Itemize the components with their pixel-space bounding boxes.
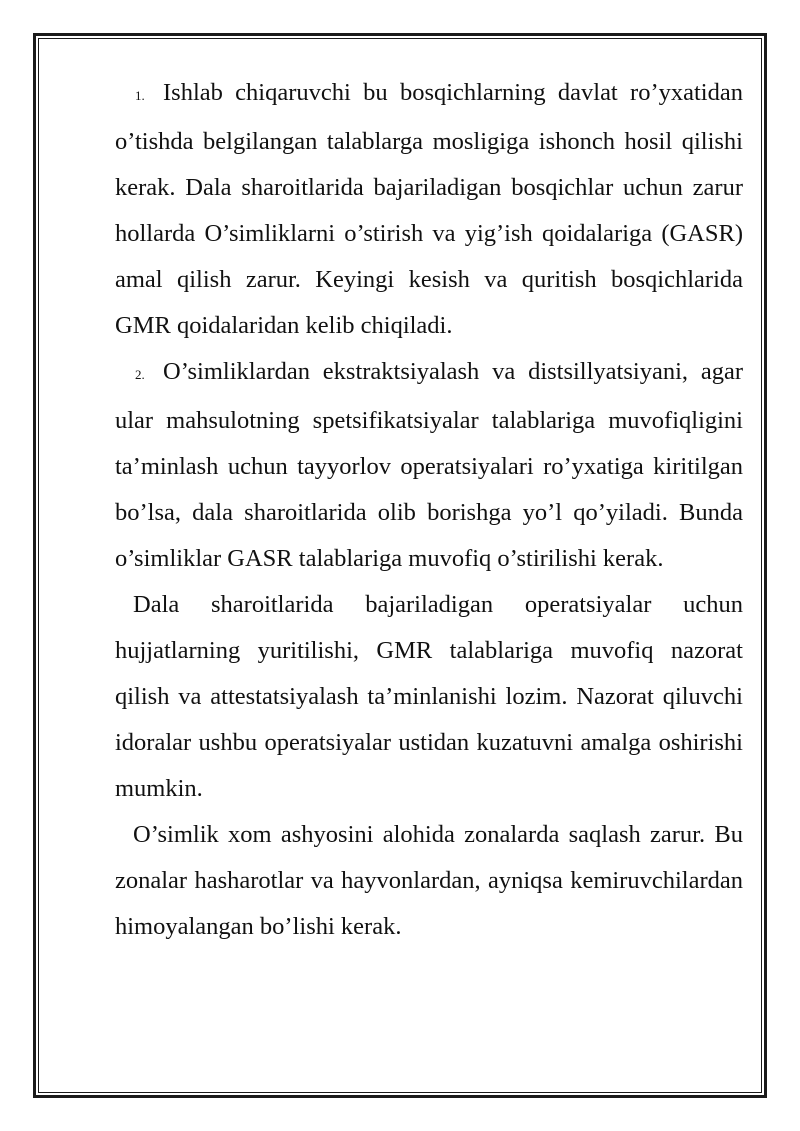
list-item-2-text: O’simliklardan ekstraktsiyalash va distsillyatsiyani, agar ular mahsulotning spetsifikatsiyalar talablariga muvofiqligini ta’minlash uchun tayyorlov operatsiyalari ro’yxatiga kiritilgan bo’lsa, dala sharoitlarida olib borishga yo’l qo’yiladi. Bunda o’simliklar GASR talablariga muvofiq o’stirilishi kerak.	[115, 358, 743, 572]
list-number-1: 1.	[135, 88, 145, 103]
list-item-1	[115, 70, 743, 349]
paragraph-storage: O’simlik xom ashyosini alohida zonalarda saqlash zarur. Bu zonalar hasharotlar va hayvonlardan, ayniqsa kemiruvchilardan himoyalangan bo’lishi kerak.	[115, 821, 743, 940]
list-item-2	[115, 349, 743, 582]
document-body	[115, 70, 743, 950]
list-item-1-text: Ishlab chiqaruvchi bu bosqichlarning davlat ro’yxatidan o’tishda belgilangan talablarga mosligiga ishonch hosil qilishi kerak. Dala sharoitlarida bajariladigan bosqichlar uchun zarur hollarda O’simliklarni o’stirish va yig’ish qoidalariga (GASR) amal qilish zarur. Keyingi kesish va quritish bosqichlarida GMR qoidalaridan kelib chiqiladi.	[115, 79, 743, 339]
paragraph-documentation: Dala sharoitlarida bajariladigan operatsiyalar uchun hujjatlarning yuritilishi, GMR talablariga muvofiq nazorat qilish va attestatsiyalash ta’minlanishi lozim. Nazorat qiluvchi idoralar ushbu operatsiyalar ustidan kuzatuvni amalga oshirishi mumkin.	[115, 591, 743, 802]
list-number-2: 2.	[135, 367, 145, 382]
